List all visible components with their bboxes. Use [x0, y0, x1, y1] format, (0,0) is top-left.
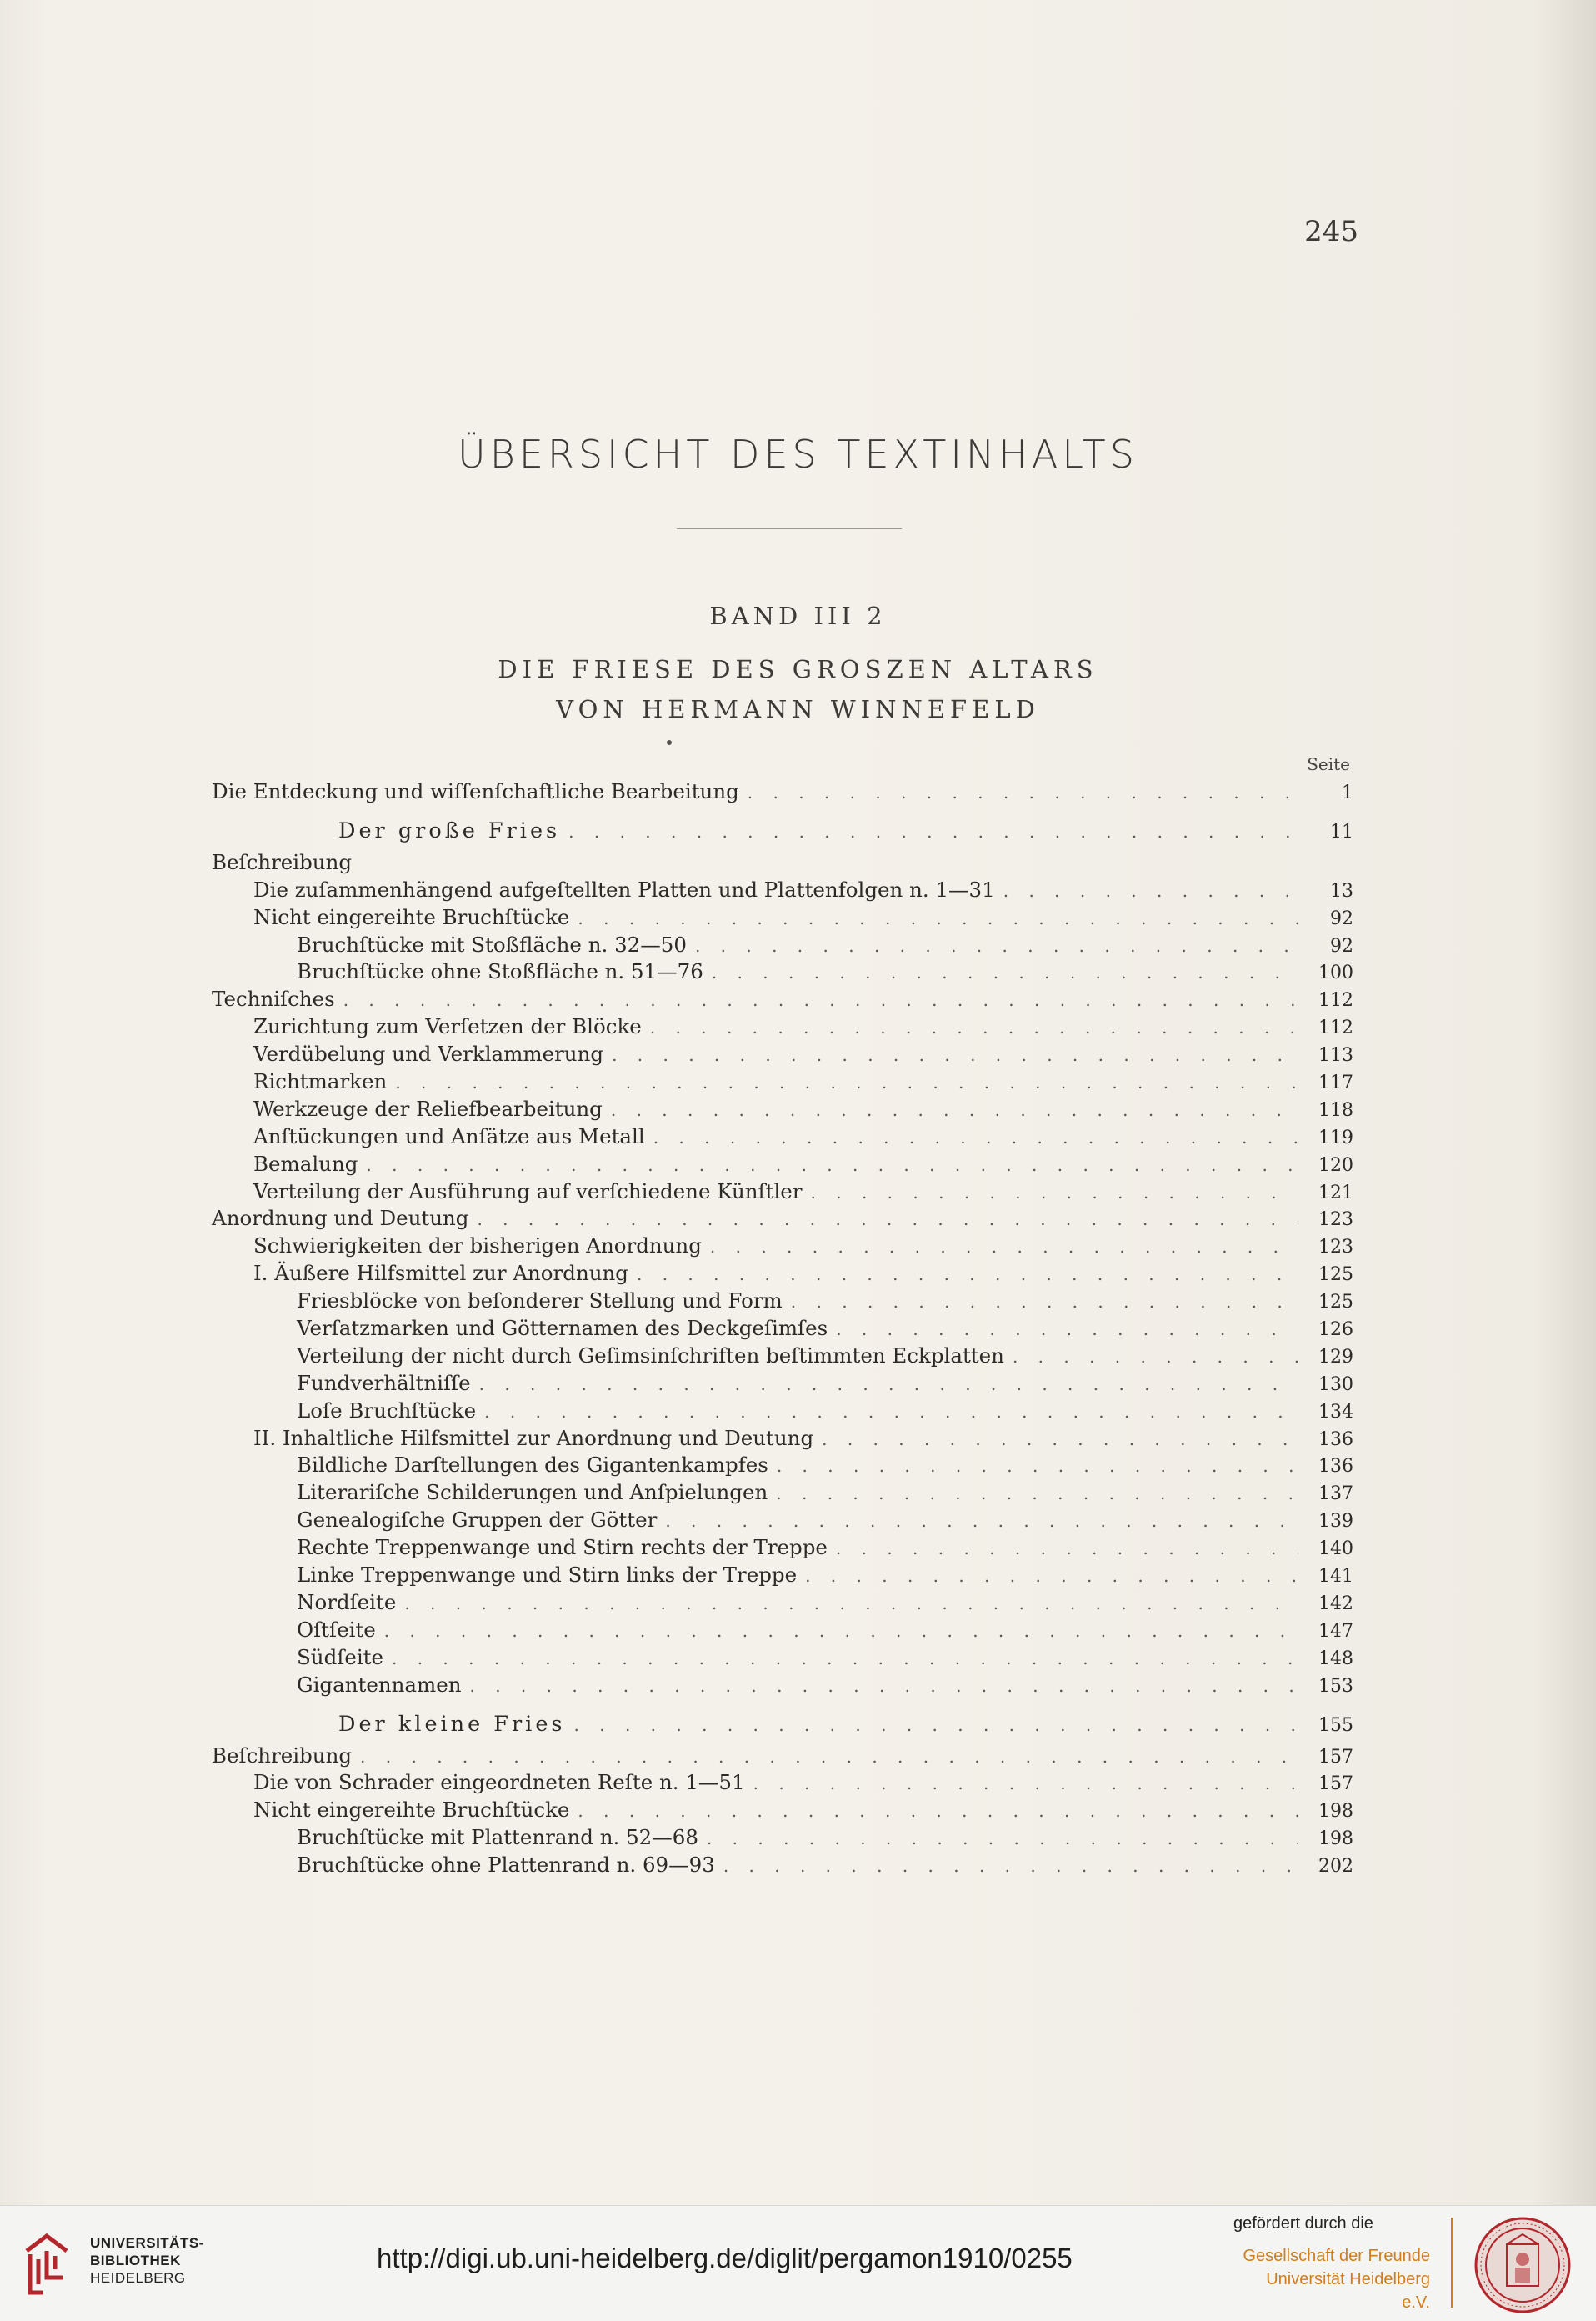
toc-entry-text: Schwierigkeiten der bisherigen Anordnung [253, 1233, 702, 1258]
toc-row [212, 1479, 1353, 1507]
toc-entry-text: II. Inhaltliche Hilfsmittel zur Anordnung und Deutung [253, 1425, 814, 1450]
toc-leader-dots [723, 1853, 1298, 1880]
toc-leader-dots [653, 1124, 1298, 1152]
toc-row [212, 1013, 1353, 1041]
page-number: 245 [1304, 215, 1358, 248]
toc-row [212, 1769, 1353, 1797]
toc-row [212, 958, 1353, 986]
toc-row [212, 1672, 1353, 1699]
toc-page-number: 153 [1318, 1675, 1353, 1697]
toc-row [212, 1398, 1353, 1425]
toc-page-number: 121 [1318, 1182, 1353, 1203]
toc-page-number: 137 [1318, 1483, 1353, 1505]
toc-leader-dots [1013, 1343, 1298, 1371]
toc-row [212, 1644, 1353, 1672]
toc-page-number: 123 [1318, 1209, 1353, 1231]
toc-page-number: 157 [1318, 1773, 1353, 1795]
subtitle-line-2: VON HERMANN WINNEFELD [556, 695, 1040, 723]
toc-page-number: 157 [1318, 1746, 1353, 1768]
toc-leader-dots [395, 1069, 1298, 1097]
toc-page-number: 125 [1318, 1292, 1353, 1313]
toc-entry-text: Die von Schrader eingeordneten Reſte n. 1—51 [253, 1770, 745, 1795]
toc-leader-dots [568, 807, 1298, 857]
toc-entry-text: Richtmarken [253, 1069, 388, 1094]
toc-leader-dots [695, 933, 1298, 960]
toc-row [212, 1425, 1353, 1453]
toc-entry-text: Linke Treppenwange und Stirn links der Treppe [297, 1563, 798, 1588]
toc-entry-text: Anſtückungen und Anſätze aus Metall [253, 1123, 645, 1148]
title-divider [677, 528, 902, 529]
toc-row [212, 1096, 1353, 1123]
toc-entry-text: Verteilung der Ausführung auf verſchiedene Künſtler [253, 1178, 803, 1203]
toc-page-number: 118 [1318, 1099, 1353, 1121]
toc-row [212, 1370, 1353, 1398]
toc-page-number: 113 [1318, 1045, 1353, 1067]
toc-entry-text: Nordſeite [297, 1589, 397, 1614]
toc-entry-text: Beſchreibung [212, 1743, 353, 1768]
toc-row [212, 1260, 1353, 1288]
toc-page-number: 117 [1318, 1073, 1353, 1094]
toc-row [212, 778, 1353, 806]
toc-entry-text: Genealogiſche Gruppen der Götter [297, 1508, 658, 1533]
toc-row [212, 1205, 1353, 1233]
toc-page-number: 120 [1318, 1154, 1353, 1176]
seite-label: Seite [1307, 754, 1350, 774]
toc-leader-dots [650, 1014, 1298, 1042]
toc-entry-text: Bruchſtücke mit Plattenrand n. 52—68 [297, 1825, 698, 1850]
toc-page-number: 141 [1318, 1566, 1353, 1588]
toc-entry-text: Werkzeuge der Reliefbearbeitung [253, 1096, 603, 1121]
toc-leader-dots [1003, 878, 1298, 905]
toc-page-number: 11 [1330, 821, 1353, 843]
toc-row [212, 1617, 1353, 1644]
toc-row [212, 1343, 1353, 1370]
toc-leader-dots [612, 1042, 1298, 1069]
toc-page-number: 112 [1318, 1018, 1353, 1039]
page-title: ÜBERSICHT DES TEXTINHALTS [458, 432, 1138, 477]
toc-entry-text: Bruchſtücke ohne Plattenrand n. 69—93 [297, 1853, 715, 1878]
toc-row [212, 1233, 1353, 1260]
toc-page-number: 130 [1318, 1373, 1353, 1395]
toc-row [212, 932, 1353, 959]
toc-section-row [212, 806, 1353, 849]
toc-page-number: 13 [1330, 880, 1353, 902]
toc-row [212, 904, 1353, 932]
toc-page-number: 142 [1318, 1593, 1353, 1614]
toc-page-number: 129 [1318, 1346, 1353, 1368]
toc-leader-dots [479, 1371, 1298, 1398]
footer-bar [0, 2205, 1596, 2321]
toc-page-number: 139 [1318, 1511, 1353, 1533]
toc-page-number: 136 [1318, 1428, 1353, 1450]
toc-leader-dots [360, 1743, 1298, 1771]
toc-entry-text: Bildliche Darſtellungen des Gigantenkampfes [297, 1453, 768, 1478]
subtitle-line-1: DIE FRIESE DES GROSZEN ALTARS [498, 655, 1098, 683]
toc-page-number: 198 [1318, 1828, 1353, 1850]
toc-entry-text: Verſatzmarken und Götternamen des Deckgeſimſes [297, 1316, 828, 1341]
toc-entry-text: Gigantennamen [297, 1672, 462, 1697]
toc-page-number: 112 [1318, 990, 1353, 1012]
toc-entry-text: Die Entdeckung und wiſſenſchaftliche Bearbeitung [212, 779, 739, 803]
toc-row [212, 1534, 1353, 1562]
library-name [90, 2234, 204, 2287]
toc-row [212, 1452, 1353, 1479]
toc-page-number: 126 [1318, 1319, 1353, 1341]
toc-row [212, 1151, 1353, 1178]
toc-leader-dots [836, 1535, 1298, 1563]
toc-page-number: 125 [1318, 1264, 1353, 1286]
toc-leader-dots [637, 1261, 1298, 1288]
toc-row [212, 1041, 1353, 1068]
toc-page-number: 123 [1318, 1237, 1353, 1258]
toc-entry-text: Der große Fries [338, 818, 561, 843]
toc-page-number: 92 [1330, 935, 1353, 957]
toc-row [212, 1562, 1353, 1589]
toc-leader-dots [777, 1453, 1298, 1480]
toc-entry-text: Nicht eingereihte Bruchſtücke [253, 1798, 570, 1823]
toc-section-row [212, 1699, 1353, 1743]
toc-entry-text: Oſtſeite [297, 1617, 376, 1642]
toc-leader-dots [366, 1152, 1298, 1179]
toc-row [212, 1507, 1353, 1534]
library-name-line-3: HEIDELBERG [90, 2270, 186, 2286]
toc-row [212, 1178, 1353, 1206]
toc-leader-dots [578, 905, 1298, 933]
toc-row [212, 1589, 1353, 1617]
toc-entry-text: Fundverhältniſſe [297, 1370, 471, 1395]
toc-row [212, 1068, 1353, 1096]
toc-leader-dots [477, 1206, 1298, 1233]
toc-entry-text: Bruchſtücke mit Stoßfläche n. 32—50 [297, 932, 687, 957]
toc-page-number: 100 [1318, 963, 1353, 984]
toc-leader-dots [836, 1316, 1298, 1343]
toc-entry-text: I. Äußere Hilfsmittel zur Anordnung [253, 1261, 628, 1286]
toc-entry-text: Literariſche Schilderungen und Anſpielungen [297, 1480, 768, 1505]
university-seal-icon [1473, 2216, 1572, 2314]
toc-entry-text: Die zuſammenhängend aufgeſtellten Platten und Plattenfolgen n. 1—31 [253, 877, 995, 902]
toc-page-number: 92 [1330, 908, 1353, 929]
toc-leader-dots [404, 1590, 1298, 1618]
toc-entry-text: Zurichtung zum Verſetzen der Blöcke [253, 1014, 642, 1039]
toc-entry-text: Der kleine Fries [338, 1711, 566, 1737]
library-name-line-2: BIBLIOTHEK [90, 2253, 181, 2268]
toc-leader-dots [665, 1508, 1298, 1535]
toc-entry-text: Bemalung [253, 1151, 358, 1176]
toc-leader-dots [811, 1179, 1298, 1207]
toc-page-number: 136 [1318, 1456, 1353, 1478]
toc-entry-text: Techniſches [212, 987, 335, 1012]
library-name-line-1: UNIVERSITÄTS- [90, 2235, 204, 2251]
toc-page-number: 1 [1342, 783, 1353, 803]
sponsor-divider [1451, 2218, 1453, 2308]
toc-entry-text: Rechte Treppenwange und Stirn rechts der Treppe [297, 1535, 828, 1560]
toc-leader-dots [753, 1770, 1298, 1798]
toc-leader-dots [710, 1233, 1298, 1261]
library-logo-icon [18, 2226, 75, 2299]
toc-row [212, 1123, 1353, 1151]
toc-row [212, 877, 1353, 904]
toc-row [212, 986, 1353, 1013]
toc-page-number: 119 [1318, 1127, 1353, 1148]
sponsor-name-line-2: Universität Heidelberg e.V. [1266, 2270, 1430, 2312]
toc-leader-dots [392, 1645, 1298, 1673]
toc-leader-dots [574, 1700, 1298, 1750]
toc-leader-dots [805, 1563, 1298, 1590]
toc-leader-dots [712, 959, 1298, 987]
toc-entry-text: Anordnung und Deutung [212, 1206, 469, 1231]
toc-leader-dots [578, 1798, 1298, 1825]
toc-row [212, 1852, 1353, 1879]
toc-row [212, 1315, 1353, 1343]
table-of-contents [212, 778, 1353, 1879]
sponsor-intro: gefördert durch die [1233, 2214, 1373, 2233]
toc-entry-text: Beſchreibung [212, 849, 353, 874]
toc-page-number: 198 [1318, 1801, 1353, 1823]
toc-leader-dots [611, 1097, 1298, 1124]
toc-row [212, 1797, 1353, 1824]
toc-leader-dots [484, 1398, 1298, 1426]
toc-leader-dots [791, 1288, 1298, 1316]
toc-page-number: 155 [1318, 1714, 1353, 1736]
toc-leader-dots [470, 1673, 1299, 1700]
toc-row [212, 1743, 1353, 1770]
toc-leader-dots [343, 987, 1298, 1014]
toc-leader-dots [822, 1426, 1298, 1453]
toc-entry-text: Friesblöcke von beſonderer Stellung und Form [297, 1288, 783, 1313]
toc-page-number: 147 [1318, 1620, 1353, 1642]
toc-entry-text: Nicht eingereihte Bruchſtücke [253, 904, 570, 929]
toc-page-number: 148 [1318, 1648, 1353, 1669]
toc-leader-dots [748, 779, 1298, 807]
ornament-dot [667, 740, 672, 745]
toc-row [212, 1824, 1353, 1852]
sponsor-name[interactable] [1233, 2244, 1430, 2314]
toc-page-number: 140 [1318, 1538, 1353, 1560]
toc-entry-text: Verteilung der nicht durch Geſimsinſchriften beſtimmten Eckplatten [297, 1343, 1004, 1368]
toc-entry-text: Südſeite [297, 1644, 383, 1669]
toc-leader-dots [707, 1825, 1298, 1853]
toc-page-number: 202 [1318, 1856, 1353, 1878]
toc-entry-text: Bruchſtücke ohne Stoßfläche n. 51—76 [297, 959, 703, 984]
toc-row [212, 1288, 1353, 1315]
toc-leader-dots [384, 1618, 1298, 1645]
sponsor-name-line-1: Gesellschaft der Freunde [1243, 2247, 1430, 2265]
toc-entry-text: Loſe Bruchſtücke [297, 1398, 477, 1423]
band-heading: BAND III 2 [709, 602, 887, 630]
toc-page-number: 134 [1318, 1401, 1353, 1423]
toc-entry-text: Verdübelung und Verklammerung [253, 1042, 604, 1067]
permalink-url[interactable]: http://digi.ub.uni-heidelberg.de/diglit/pergamon1910/0255 [377, 2243, 1073, 2273]
toc-leader-dots [776, 1480, 1298, 1508]
